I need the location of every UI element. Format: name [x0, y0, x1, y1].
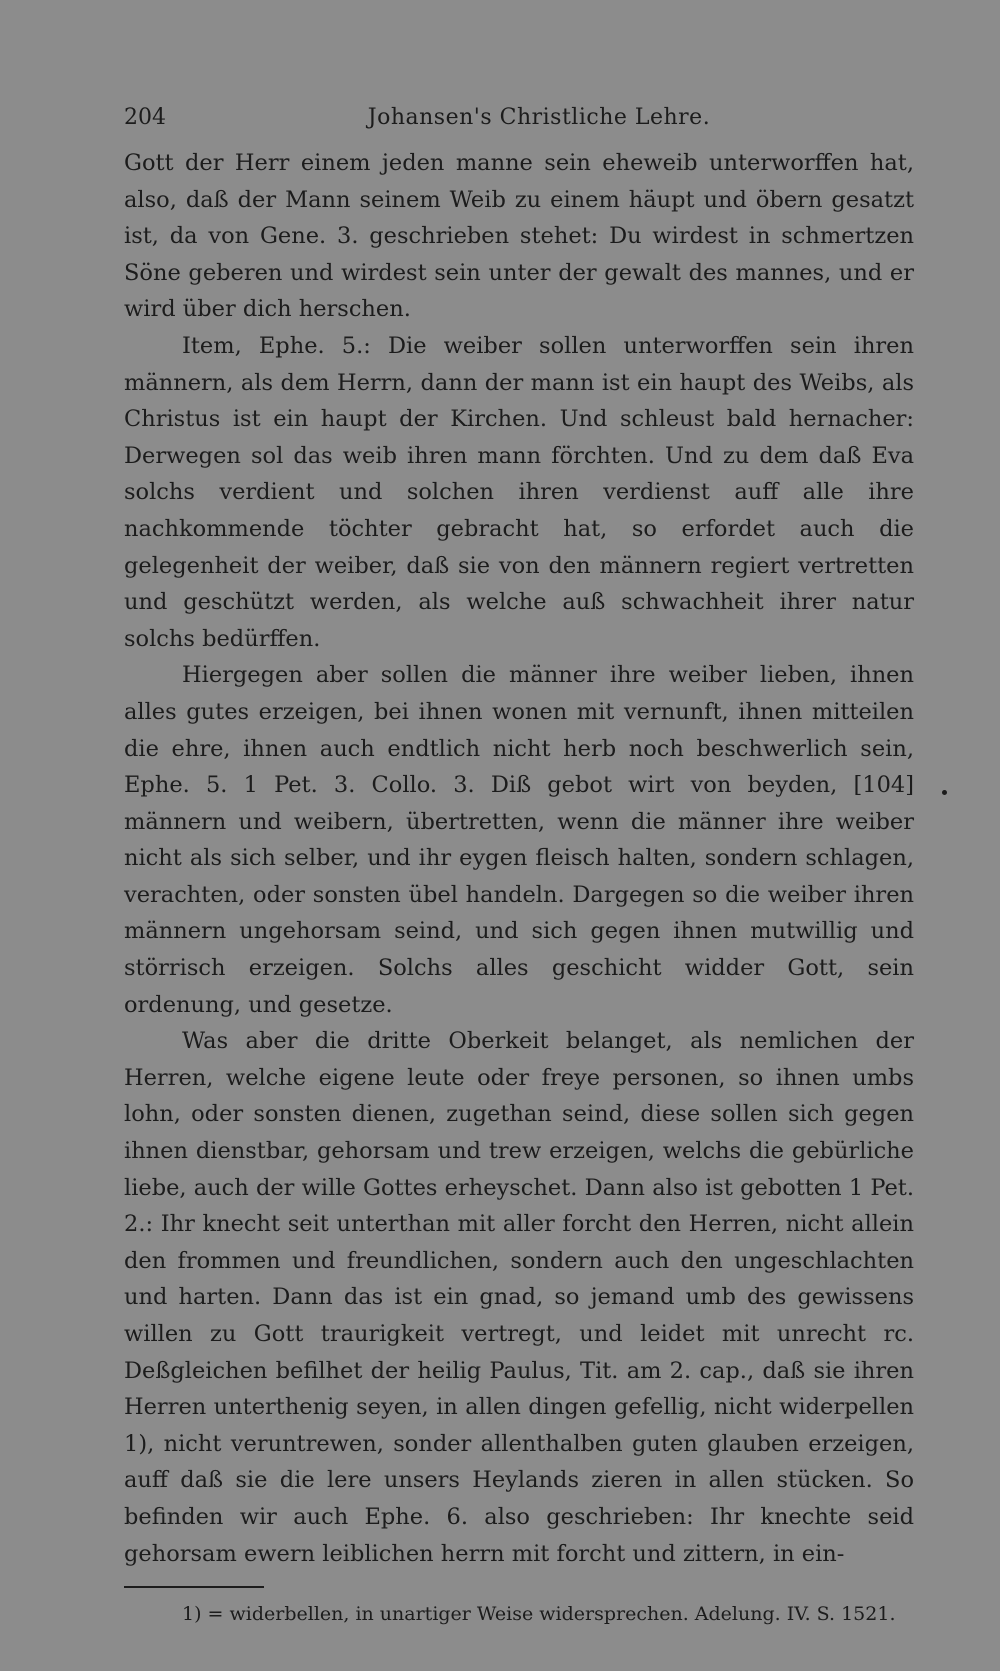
paragraph: Hiergegen aber sollen die männer ihre weiber lieben, ihnen alles gutes erzeigen, bei ihnen wonen mit vernunft, ihnen mitteilen die ehre, ihnen auch endtlich nicht herb noch beschwerlich sein, Ephe. 5. 1 Pet. 3. Collo. 3. Diß gebot wirt von beyden, [104] männern und weibern, übertretten, wenn die männer ihre weiber nicht als sich selber, und ihr eygen fleisch halten, sondern schlagen, verachten, oder sonsten übel handeln. Dargegen so die weiber ihren männern ungehorsam seind, und sich gegen ihnen mutwillig und störrisch erzeigen. Solchs alles geschicht widder Gott, sein ordenung, und gesetze.: [124, 662, 914, 1018]
footnote-divider: [124, 1586, 264, 1588]
page-number: 204: [124, 105, 166, 130]
paragraph: Was aber die dritte Oberkeit belanget, als nemlichen der Herren, welche eigene leute oder freye personen, so ihnen umbs lohn, oder sonsten dienen, zugethan seind, diese sollen sich gegen ihnen dienstbar, gehorsam und trew erzeigen, welchs die gebürliche liebe, auch der wille Gottes erheyschet. Dann also ist gebotten 1 Pet. 2.: Ihr knecht seit unterthan mit aller forcht den Herren, nicht allein den frommen und freundlichen, sondern auch den ungeschlachten und harten. Dann das ist ein gnad, so jemand umb des gewissens willen zu Gott traurigkeit vertregt, und leidet mit unrecht rc. Deßgleichen befilhet der heilig Paulus, Tit. am 2. cap., daß sie ihren Herren unterthenig seyen, in allen dingen gefellig, nicht widerpellen 1), nicht veruntrewen, sonder allenthalben guten glauben erzeigen, auff daß sie die lere unsers Heylands zieren in allen stücken. So befinden wir auch Ephe. 6. also geschrieben: Ihr knechte seid gehorsam ewern leiblichen herrn mit forcht und zittern, in ein-: [124, 1028, 914, 1567]
paragraph: Item, Ephe. 5.: Die weiber sollen unterworffen sein ihren männern, als dem Herrn, dann der mann ist ein haupt des Weibs, als Christus ist ein haupt der Kirchen. Und schleust bald hernacher: Derwegen sol das weib ihren mann förchten. Und zu dem daß Eva solchs verdient und solchen ihren verdienst auff alle ihre nachkommende töchter gebracht hat, so erfordet auch die gelegenheit der weiber, daß sie von den männern regiert vertretten und geschützt werden, als welche auß schwachheit ihrer natur solchs bedürffen.: [124, 332, 914, 652]
running-title: Johansen's Christliche Lehre.: [367, 105, 711, 130]
book-page: [124, 95, 914, 1630]
main-text: [124, 145, 914, 1572]
paragraph: Gott der Herr einem jeden manne sein eheweib unterworffen hat, also, daß der Mann seinem Weib zu einem häupt und öbern gesatzt ist, da von Gene. 3. geschrieben stehet: Du wirdest in schmertzen Söne geberen und wirdest sein unter der gewalt des mannes, und er wird über dich herschen.: [124, 150, 914, 323]
running-header: [124, 95, 914, 145]
ink-speck: [942, 790, 947, 795]
footnote: 1) = widerbellen, in unartiger Weise widersprechen. Adelung. IV. S. 1521.: [182, 1603, 896, 1626]
